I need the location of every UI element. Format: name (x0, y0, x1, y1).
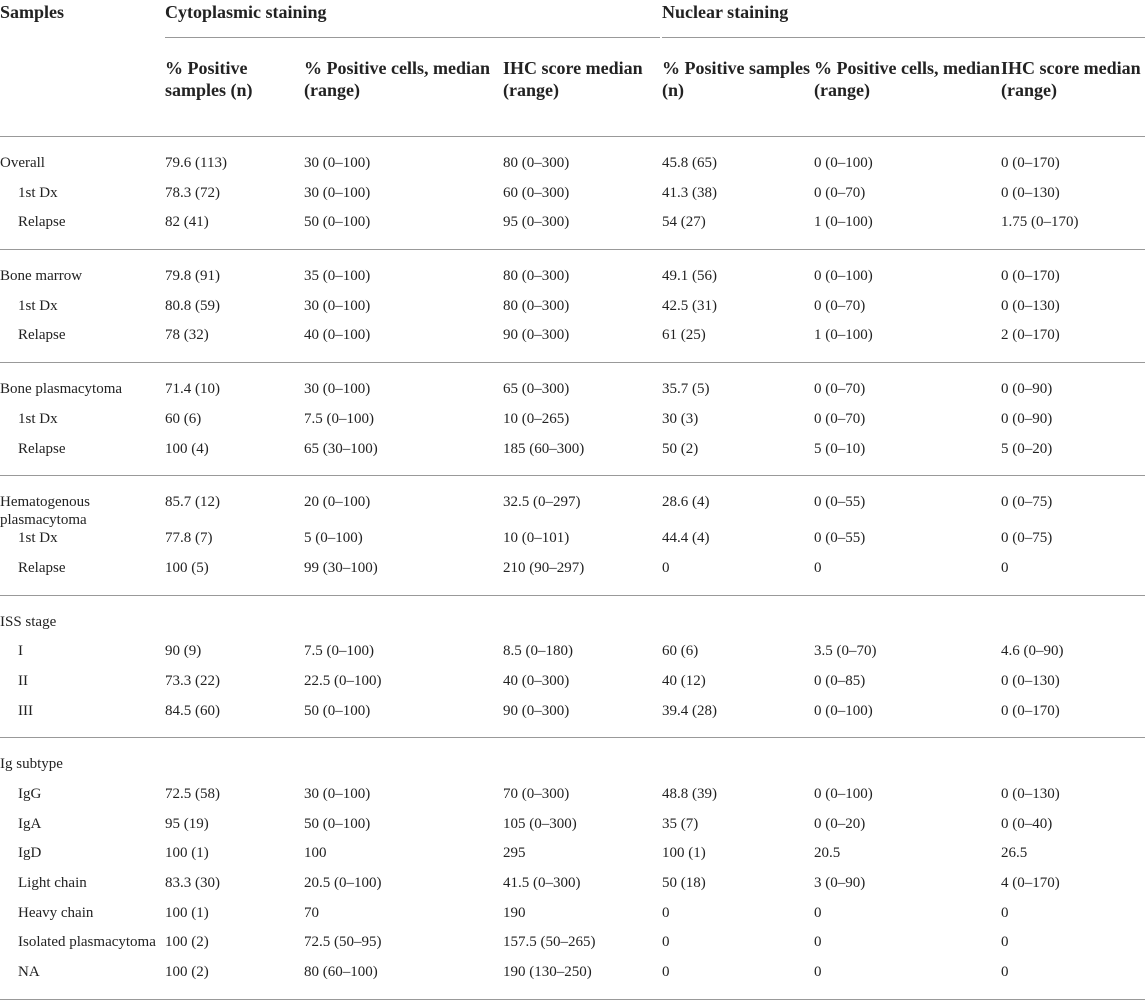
row-label: Relapse (18, 214, 66, 231)
table-cell: 4.6 (0–90) (1001, 643, 1064, 660)
table-cell (814, 595, 1001, 642)
table-cell: 0 (814, 559, 822, 576)
table-cell: 48.8 (39) (662, 786, 718, 802)
table-cell: 0 (0–100) (814, 786, 873, 802)
table-cell: 0 (0–130) (1001, 672, 1060, 689)
table-cell (304, 595, 503, 642)
row-label: I (18, 643, 23, 660)
table-cell: 0 (0–170) (1001, 268, 1060, 285)
table-cell: 71.4 (10) (165, 381, 220, 398)
table-cell: 0 (0–170) (1001, 155, 1060, 171)
table-cell: 79.6 (113) (165, 155, 227, 171)
table-cell: 0 (662, 934, 670, 951)
table-cell: 45.8 (65) (662, 155, 718, 171)
table-cell: 40 (0–300) (503, 672, 570, 689)
table-cell: 0 (0–90) (1001, 381, 1053, 398)
table-cell: 26.5 (1001, 845, 1028, 862)
table-cell: 0 (662, 904, 670, 921)
table-cell: 0 (1001, 964, 1009, 981)
table-row (0, 815, 1145, 845)
table-cell: 5 (0–10) (814, 440, 866, 457)
row-label: Overall (0, 155, 45, 171)
cytoplasmic-group-label: Cytoplasmic staining (165, 1, 660, 38)
table-section (0, 250, 1145, 363)
table-cell: 190 (503, 904, 526, 921)
table-row (0, 184, 1145, 214)
table-cell (1001, 595, 1145, 642)
table-row (0, 410, 1145, 440)
table-cell: 0 (1001, 559, 1009, 576)
table-cell: 50 (0–100) (304, 815, 371, 832)
column-header: % Positive samples (n) (165, 39, 304, 137)
table-row (0, 250, 1145, 297)
row-label: IgG (18, 786, 42, 802)
row-label: IgD (18, 845, 42, 862)
table-cell: 77.8 (7) (165, 530, 213, 547)
cytoplasmic-group-header (165, 0, 662, 39)
samples-header: Samples (0, 2, 65, 22)
table-cell: 85.7 (12) (165, 494, 220, 511)
table-cell: 0 (1001, 934, 1009, 951)
table-cell: 0 (662, 559, 670, 576)
table-cell: 0 (0–130) (1001, 786, 1060, 802)
table-cell: 50 (2) (662, 440, 699, 457)
table-cell: 61 (25) (662, 327, 706, 344)
table-cell: 0 (0–70) (814, 410, 866, 427)
column-header: IHC score median (range) (1001, 39, 1145, 137)
table-cell: 0 (0–75) (1001, 494, 1053, 511)
table-cell: 50 (18) (662, 875, 706, 892)
table-cell: 0 (814, 934, 822, 951)
table-cell: 35.7 (5) (662, 381, 710, 398)
table-cell: 5 (0–20) (1001, 440, 1053, 457)
table-cell: 0 (0–170) (1001, 702, 1060, 719)
table-cell: 35 (7) (662, 815, 699, 832)
table-cell: 0 (0–90) (1001, 410, 1053, 427)
table-cell (1001, 738, 1145, 785)
table-cell (503, 595, 662, 642)
table-cell: 84.5 (60) (165, 702, 220, 719)
table-cell: 40 (0–100) (304, 327, 371, 344)
table-cell: 0 (0–40) (1001, 815, 1053, 832)
table-cell: 3.5 (0–70) (814, 643, 877, 660)
column-header: % Positive cells, median (range) (304, 39, 503, 137)
table-cell: 105 (0–300) (503, 815, 577, 832)
table-cell: 0 (0–130) (1001, 184, 1060, 201)
table-section (0, 476, 1145, 595)
table-cell: 30 (3) (662, 410, 699, 427)
table-section (0, 137, 1145, 250)
table-cell (165, 738, 304, 785)
table-cell: 35 (0–100) (304, 268, 371, 285)
table-cell: 80 (0–300) (503, 268, 570, 285)
table-cell: 60 (6) (662, 643, 699, 660)
table-row (0, 738, 1145, 785)
table-cell: 90 (0–300) (503, 327, 570, 344)
table-cell: 3 (0–90) (814, 875, 866, 892)
table-cell: 79.8 (91) (165, 268, 220, 285)
table-cell (662, 738, 814, 785)
row-label: 1st Dx (18, 530, 58, 547)
row-label: ISS stage (0, 613, 57, 630)
row-label: 1st Dx (18, 184, 58, 201)
table-cell: 54 (27) (662, 214, 706, 231)
table-cell: 100 (1) (662, 845, 706, 862)
row-label: Ig subtype (0, 756, 63, 773)
table-cell: 60 (0–300) (503, 184, 570, 201)
table-cell: 99 (30–100) (304, 559, 378, 576)
row-label: Relapse (18, 327, 66, 344)
row-label: NA (18, 964, 40, 981)
table-cell: 20.5 (0–100) (304, 875, 382, 892)
table-row (0, 672, 1145, 702)
table-cell: 95 (19) (165, 815, 209, 832)
table-cell: 7.5 (0–100) (304, 410, 374, 427)
table-cell: 22.5 (0–100) (304, 672, 382, 689)
table-cell: 210 (90–297) (503, 559, 585, 576)
table-cell: 42.5 (31) (662, 297, 718, 314)
table-cell: 7.5 (0–100) (304, 643, 374, 660)
table-cell: 0 (0–100) (814, 268, 873, 285)
table-cell: 295 (503, 845, 526, 862)
table-cell: 40 (12) (662, 672, 706, 689)
row-label: Isolated plasmacytoma (18, 934, 156, 951)
table-cell: 30 (0–100) (304, 381, 371, 398)
table-cell: 0 (0–20) (814, 815, 866, 832)
table-cell: 100 (2) (165, 934, 209, 951)
column-header: % Positive samples (n) (662, 39, 814, 137)
table-cell: 83.3 (30) (165, 875, 220, 892)
table-cell: 90 (9) (165, 643, 202, 660)
table-cell: 39.4 (28) (662, 702, 718, 719)
table-section (0, 595, 1145, 738)
table-cell: 20 (0–100) (304, 494, 371, 511)
row-label: 1st Dx (18, 297, 58, 314)
table-cell: 72.5 (50–95) (304, 934, 382, 951)
table-cell: 0 (1001, 904, 1009, 921)
column-header: IHC score median (range) (503, 39, 662, 137)
table-cell: 41.3 (38) (662, 184, 718, 201)
table-cell: 0 (814, 904, 822, 921)
table-cell: 41.5 (0–300) (503, 875, 581, 892)
table-row (0, 874, 1145, 904)
table-row (0, 785, 1145, 815)
table-cell: 2 (0–170) (1001, 327, 1060, 344)
table-cell: 100 (1) (165, 845, 209, 862)
table-cell: 78 (32) (165, 327, 209, 344)
table-cell: 90 (0–300) (503, 702, 570, 719)
table-cell: 32.5 (0–297) (503, 494, 581, 511)
table-cell: 95 (0–300) (503, 214, 570, 231)
table-header (0, 0, 1145, 137)
table-row (0, 642, 1145, 672)
row-label: III (18, 702, 33, 719)
table-cell: 60 (6) (165, 410, 202, 427)
table-cell: 185 (60–300) (503, 440, 585, 457)
table-cell: 80 (0–300) (503, 297, 570, 314)
row-label: Relapse (18, 559, 66, 576)
table-cell: 0 (662, 964, 670, 981)
table-cell: 73.3 (22) (165, 672, 220, 689)
table-cell: 157.5 (50–265) (503, 934, 596, 951)
table-row (0, 213, 1145, 249)
table-section (0, 738, 1145, 1000)
table-cell: 49.1 (56) (662, 268, 718, 285)
table-cell: 0 (0–55) (814, 530, 866, 547)
table-cell: 0 (0–85) (814, 672, 866, 689)
row-label: II (18, 672, 28, 689)
table-row (0, 363, 1145, 410)
table-cell: 0 (0–70) (814, 184, 866, 201)
table-cell: 70 (304, 904, 319, 921)
table-cell: 5 (0–100) (304, 530, 363, 547)
table-row (0, 904, 1145, 934)
table-cell: 30 (0–100) (304, 155, 371, 171)
table-cell (814, 738, 1001, 785)
table-row (0, 559, 1145, 595)
table-cell: 65 (0–300) (503, 381, 570, 398)
table-cell: 1 (0–100) (814, 327, 873, 344)
table-cell: 100 (1) (165, 904, 209, 921)
table-row (0, 595, 1145, 642)
table-section (0, 363, 1145, 476)
table-cell: 100 (2) (165, 964, 209, 981)
table-cell: 10 (0–101) (503, 530, 570, 547)
nuclear-group-header (662, 0, 1145, 39)
table-cell: 44.4 (4) (662, 530, 710, 547)
table-cell: 0 (0–70) (814, 381, 866, 398)
table-cell: 100 (304, 845, 327, 862)
table-row (0, 326, 1145, 362)
table-cell: 20.5 (814, 845, 841, 862)
row-label: 1st Dx (18, 410, 58, 427)
table-cell: 28.6 (4) (662, 494, 710, 511)
table-cell: 80.8 (59) (165, 297, 220, 314)
table-cell: 0 (814, 964, 822, 981)
table-cell: 80 (60–100) (304, 964, 378, 981)
table-row (0, 933, 1145, 963)
row-label: IgA (18, 815, 42, 832)
table-row (0, 476, 1145, 530)
table-cell (165, 595, 304, 642)
table-row (0, 440, 1145, 476)
table-cell: 30 (0–100) (304, 184, 371, 201)
table-cell: 0 (0–70) (814, 297, 866, 314)
table-cell: 100 (5) (165, 559, 209, 576)
table-row (0, 529, 1145, 559)
table-row (0, 963, 1145, 999)
table-cell: 0 (0–55) (814, 494, 866, 511)
table-cell: 190 (130–250) (503, 964, 592, 981)
table-cell: 30 (0–100) (304, 786, 371, 802)
table-cell: 8.5 (0–180) (503, 643, 573, 660)
header-spacer (0, 39, 165, 137)
row-label: Bone plasmacytoma (0, 381, 123, 398)
column-header: % Positive cells, median (range) (814, 39, 1001, 137)
table-cell: 70 (0–300) (503, 786, 570, 802)
row-label: Light chain (18, 875, 87, 892)
table-cell: 30 (0–100) (304, 297, 371, 314)
table-row (0, 702, 1145, 738)
table-cell: 0 (0–75) (1001, 530, 1053, 547)
table-cell: 0 (0–100) (814, 702, 873, 719)
table-cell (304, 738, 503, 785)
table-cell: 82 (41) (165, 214, 209, 231)
table-cell (662, 595, 814, 642)
table-cell: 80 (0–300) (503, 155, 570, 171)
table-cell: 10 (0–265) (503, 410, 570, 427)
table-row (0, 137, 1145, 184)
table-cell: 50 (0–100) (304, 214, 371, 231)
table-cell: 78.3 (72) (165, 184, 220, 201)
table-cell: 65 (30–100) (304, 440, 378, 457)
row-label: Relapse (18, 440, 66, 457)
table-cell: 100 (4) (165, 440, 209, 457)
nuclear-group-label: Nuclear staining (662, 1, 1145, 38)
row-label: Heavy chain (18, 904, 94, 921)
table-cell: 0 (0–100) (814, 155, 873, 171)
table-cell: 50 (0–100) (304, 702, 371, 719)
table-cell: 72.5 (58) (165, 786, 220, 802)
table-cell (503, 738, 662, 785)
table-row (0, 297, 1145, 327)
table-cell: 1.75 (0–170) (1001, 214, 1079, 231)
row-label: Hematogenous plasmacytoma (0, 494, 90, 529)
table-row (0, 844, 1145, 874)
table-cell: 1 (0–100) (814, 214, 873, 231)
table-cell: 4 (0–170) (1001, 875, 1060, 892)
row-label: Bone marrow (0, 268, 83, 285)
table-cell: 0 (0–130) (1001, 297, 1060, 314)
